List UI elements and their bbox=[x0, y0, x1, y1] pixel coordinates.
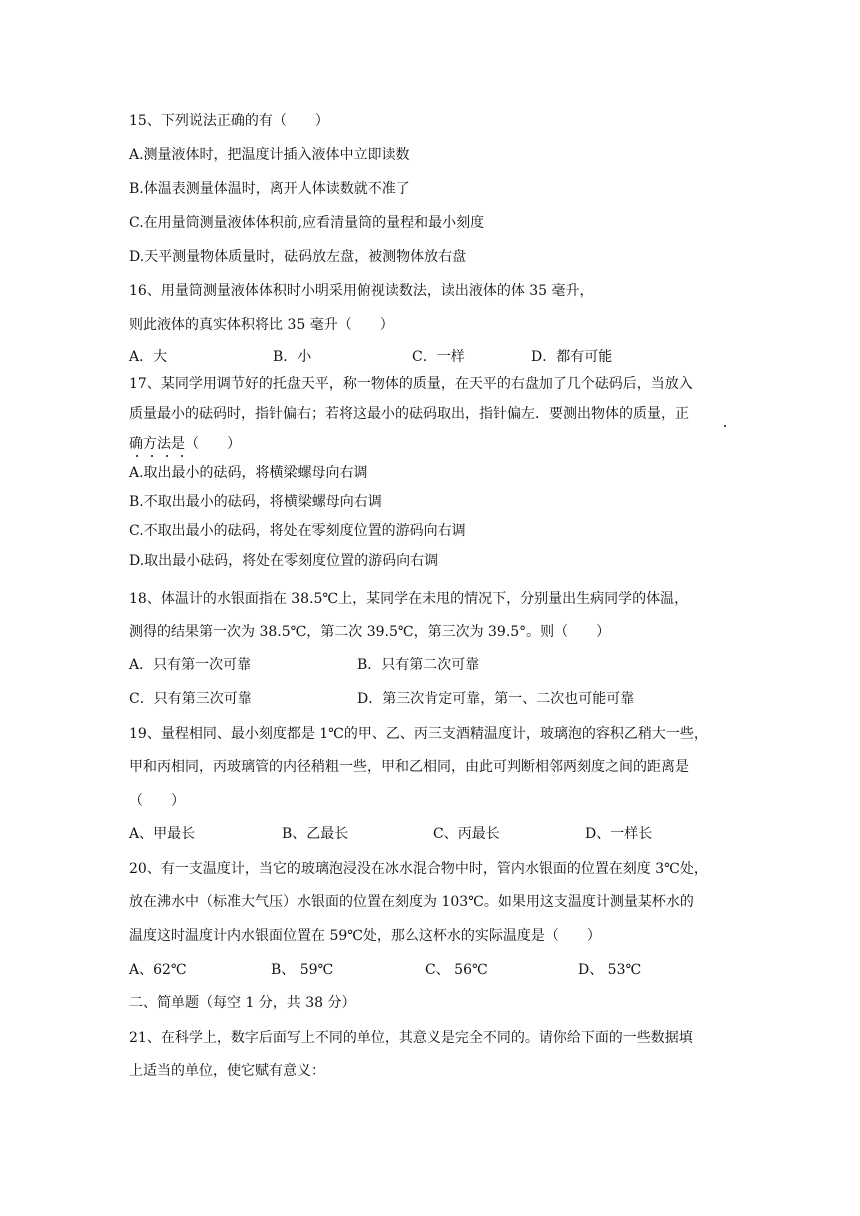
q16-option-d: D．都有可能 bbox=[531, 349, 613, 365]
q20-stem-line3: 温度这时温度计内水银面位置在 59℃处，那么这杯水的实际温度是（ ） bbox=[129, 928, 601, 944]
section-heading: 二、简单题（每空 1 分，共 38 分） bbox=[129, 995, 356, 1011]
emphasis-dot bbox=[136, 455, 138, 457]
q15-option-b: B.体温表测量体温时，离开人体读数就不准了 bbox=[129, 181, 410, 197]
q20-option-c: C、 56℃ bbox=[425, 962, 488, 978]
emphasis-dot bbox=[181, 455, 183, 457]
q21-stem-line2: 上适当的单位，使它赋有意义： bbox=[129, 1063, 325, 1079]
q15-option-c: C.在用量筒测量液体体积前,应看清量筒的量程和最小刻度 bbox=[129, 215, 485, 231]
q17-option-a: A.取出最小的砝码，将横梁螺母向右调 bbox=[129, 465, 368, 481]
q21-stem-line1: 21、在科学上，数字后面写上不同的单位，其意义是完全不同的。请你给下面的一些数据填 bbox=[129, 1030, 693, 1046]
q19-option-a: A、甲最长 bbox=[129, 826, 196, 842]
q20-option-d: D、 53℃ bbox=[578, 962, 642, 978]
emphasis-dot bbox=[166, 455, 168, 457]
q17-option-b: B.不取出最小的砝码，将横梁螺母向右调 bbox=[129, 494, 382, 510]
q15-stem: 15、下列说法正确的有（ ） bbox=[129, 113, 329, 129]
q16-option-a: A．大 bbox=[129, 349, 168, 365]
q19-option-b: B、乙最长 bbox=[282, 826, 349, 842]
q20-option-b: B、 59℃ bbox=[271, 962, 334, 978]
q19-stem-line1: 19、量程相同、最小刻度都是 1℃的甲、乙、丙三支酒精温度计，玻璃泡的容积乙稍大一些， bbox=[129, 726, 708, 742]
q17-stem-line1: 17、某同学用调节好的托盘天平，称一物体的质量，在天平的右盘加了几个砝码后，当放入 bbox=[129, 376, 693, 392]
q18-option-d: D．第三次肯定可靠，第一、二次也可能可靠 bbox=[357, 691, 635, 707]
q18-option-b: B．只有第二次可靠 bbox=[357, 657, 480, 673]
q19-option-c: C、丙最长 bbox=[433, 826, 500, 842]
q17-stem-line3: 确方法是（ ） bbox=[129, 436, 241, 452]
q19-stem-line2: 甲和丙相同，丙玻璃管的内径稍粗一些，甲和乙相同，由此可判断相邻两刻度之间的距离是 bbox=[129, 759, 689, 775]
q16-option-b: B．小 bbox=[273, 349, 312, 365]
q20-option-a: A、62℃ bbox=[129, 962, 187, 978]
q18-stem-line2: 测得的结果第一次为 38.5℃，第二次 39.5℃，第三次为 39.5°。则（ ） bbox=[129, 624, 611, 640]
q19-stem-line3: （ ） bbox=[129, 793, 185, 809]
q16-stem-line2: 则此液体的真实体积将比 35 毫升（ ） bbox=[129, 317, 394, 333]
q19-option-d: D、一样长 bbox=[585, 826, 653, 842]
q17-option-d: D.取出最小砝码，将处在零刻度位置的游码向右调 bbox=[129, 553, 439, 569]
q18-option-a: A．只有第一次可靠 bbox=[129, 657, 252, 673]
q18-stem-line1: 18、体温计的水银面指在 38.5℃上，某同学在未甩的情况下，分别量出生病同学的体温， bbox=[129, 591, 689, 607]
q18-option-c: C．只有第三次可靠 bbox=[129, 691, 252, 707]
q20-stem-line2: 放在沸水中（标准大气压）水银面的位置在刻度为 103℃。如果用这支温度计测量某杯水的 bbox=[129, 894, 694, 910]
q17-stem-line2: 质量最小的砝码时，指针偏右；若将这最小的砝码取出，指针偏左．要测出物体的质量，正 bbox=[129, 406, 689, 422]
q15-option-a: A.测量液体时，把温度计插入液体中立即读数 bbox=[129, 147, 410, 163]
emphasis-dot bbox=[724, 425, 726, 427]
q16-option-c: C．一样 bbox=[412, 349, 465, 365]
q17-option-c: C.不取出最小的砝码，将处在零刻度位置的游码向右调 bbox=[129, 523, 466, 539]
q16-stem-line1: 16、用量筒测量液体体积时小明采用俯视读数法，读出液体的体 35 毫升， bbox=[129, 283, 594, 299]
q20-stem-line1: 20、有一支温度计，当它的玻璃泡浸没在冰水混合物中时，管内水银面的位置在刻度 3℃处， bbox=[129, 861, 708, 877]
emphasis-dot bbox=[151, 455, 153, 457]
q15-option-d: D.天平测量物体质量时，砝码放左盘，被测物体放右盘 bbox=[129, 249, 467, 265]
